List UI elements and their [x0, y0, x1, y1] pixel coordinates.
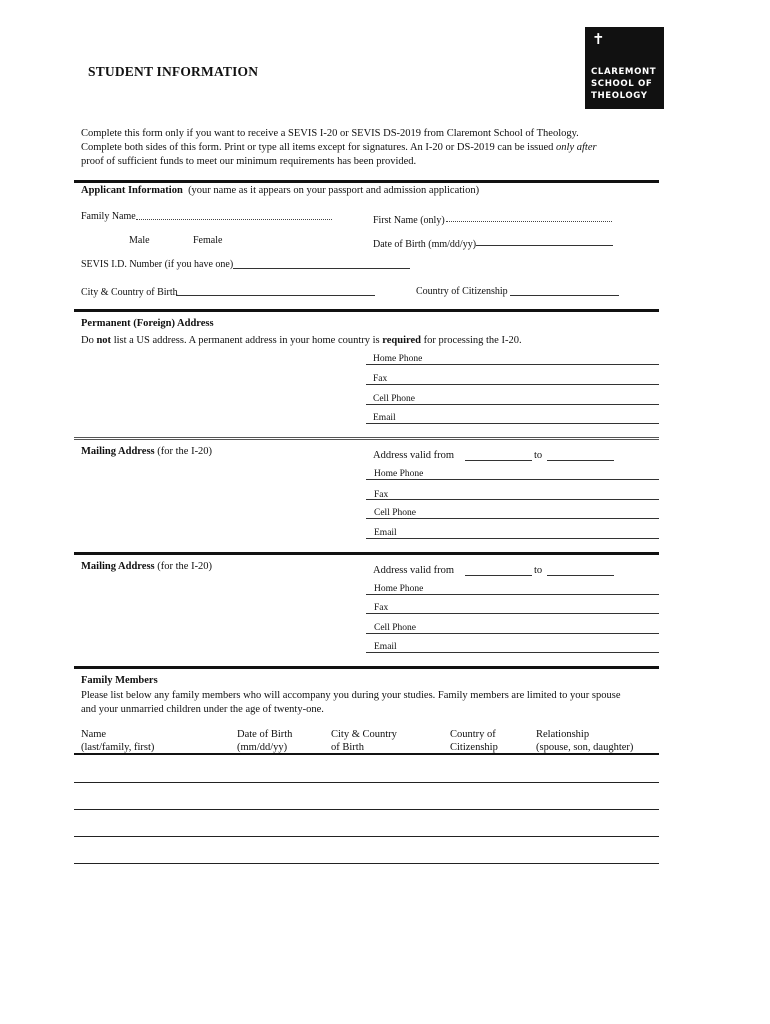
mail1-cell-phone-field[interactable] [366, 518, 659, 519]
mail2-cell-phone-label: Cell Phone [374, 623, 416, 633]
section-rule [74, 437, 659, 440]
section-rule [74, 666, 659, 669]
dob-field[interactable] [476, 245, 613, 246]
family-note-2: and your unmarried children under the age of twenty-one. [81, 704, 324, 715]
sevis-label: SEVIS I.D. Number (if you have one) [81, 259, 234, 270]
mail2-fax-label: Fax [374, 603, 389, 613]
perm-fax-field[interactable] [366, 384, 659, 385]
dob-label: Date of Birth (mm/dd/yy) [373, 239, 477, 250]
cross-icon: ✝ [592, 30, 605, 48]
family-note-1: Please list below any family members who will accompany you during your studies. Family members are limited to your spouse [81, 690, 621, 701]
citizenship-label: Country of Citizenship [416, 286, 508, 297]
female-option[interactable]: Female [193, 235, 223, 246]
table-header-rule [74, 753, 659, 755]
perm-email-field[interactable] [366, 423, 659, 424]
mail1-home-phone-label: Home Phone [374, 469, 424, 479]
mail1-email-label: Email [374, 528, 397, 538]
applicant-heading: Applicant Information (your name as it appears on your passport and admission application) [81, 185, 480, 196]
section-rule [74, 309, 659, 312]
mailing1-valid-from-label: Address valid from [373, 450, 455, 461]
mailing1-heading: Mailing Address (for the I-20) [81, 446, 213, 457]
intro-text [81, 127, 641, 169]
perm-cell-phone-field[interactable] [366, 404, 659, 405]
perm-email-label: Email [373, 413, 396, 423]
school-logo [585, 27, 664, 109]
mail1-fax-field[interactable] [366, 499, 659, 500]
mailing2-valid-to-field[interactable] [547, 575, 614, 576]
col-header-name: Name (last/family, first) [81, 729, 155, 753]
citizenship-field[interactable] [510, 295, 619, 296]
permanent-heading: Permanent (Foreign) Address [81, 318, 214, 329]
mailing2-valid-from-field[interactable] [465, 575, 532, 576]
section-rule [74, 180, 659, 183]
intro-line-2: Complete both sides of this form. Print or type all items except for signatures. An I-20 or DS-2019 can be issued only after [81, 142, 597, 153]
first-name-field[interactable] [446, 221, 612, 222]
mailing1-valid-to-field[interactable] [547, 460, 614, 461]
mailing2-heading: Mailing Address (for the I-20) [81, 561, 213, 572]
family-name-field[interactable] [136, 219, 332, 220]
intro-italic: only after [556, 142, 597, 153]
perm-home-phone-field[interactable] [366, 364, 659, 365]
logo-line-2: SCHOOL OF [591, 79, 653, 89]
family-heading: Family Members [81, 675, 158, 686]
family-row-2[interactable] [74, 809, 659, 810]
mailing1-valid-from-field[interactable] [465, 460, 532, 461]
mail2-home-phone-label: Home Phone [374, 584, 424, 594]
intro-line-3: proof of sufficient funds to meet our minimum requirements has been provided. [81, 156, 417, 167]
mail2-fax-field[interactable] [366, 613, 659, 614]
first-name-label: First Name (only) [373, 215, 445, 226]
mail2-cell-phone-field[interactable] [366, 633, 659, 634]
mailing1-to-label: to [534, 450, 543, 461]
col-header-city-country: City & Country of Birth [331, 729, 397, 753]
section-rule [74, 552, 659, 555]
male-option[interactable]: Male [129, 235, 150, 246]
col-header-dob: Date of Birth (mm/dd/yy) [237, 729, 293, 753]
mail2-email-label: Email [374, 642, 397, 652]
city-country-birth-field[interactable] [176, 295, 375, 296]
perm-fax-label: Fax [373, 374, 388, 384]
mail1-email-field[interactable] [366, 538, 659, 539]
logo-line-3: THEOLOGY [591, 91, 648, 101]
perm-home-phone-label: Home Phone [373, 354, 423, 364]
col-header-citizenship: Country of Citizenship [450, 729, 498, 753]
mail2-email-field[interactable] [366, 652, 659, 653]
logo-line-1: CLAREMONT [591, 67, 657, 77]
mail1-cell-phone-label: Cell Phone [374, 508, 416, 518]
mail2-home-phone-field[interactable] [366, 594, 659, 595]
family-row-3[interactable] [74, 836, 659, 837]
mailing2-to-label: to [534, 565, 543, 576]
city-country-birth-label: City & Country of Birth [81, 287, 178, 298]
family-row-1[interactable] [74, 782, 659, 783]
family-name-label: Family Name [81, 211, 136, 222]
perm-cell-phone-label: Cell Phone [373, 394, 415, 404]
mail1-home-phone-field[interactable] [366, 479, 659, 480]
family-row-4[interactable] [74, 863, 659, 864]
mail1-fax-label: Fax [374, 490, 389, 500]
mailing2-valid-from-label: Address valid from [373, 565, 455, 576]
permanent-note: Do not list a US address. A permanent address in your home country is required for processing the I-20. [81, 335, 522, 346]
intro-line-1: Complete this form only if you want to receive a SEVIS I-20 or SEVIS DS-2019 from Claremont School of Theology. [81, 128, 579, 139]
sevis-field[interactable] [233, 268, 410, 269]
col-header-relationship: Relationship (spouse, son, daughter) [536, 729, 634, 753]
page-title: STUDENT INFORMATION [88, 64, 259, 79]
